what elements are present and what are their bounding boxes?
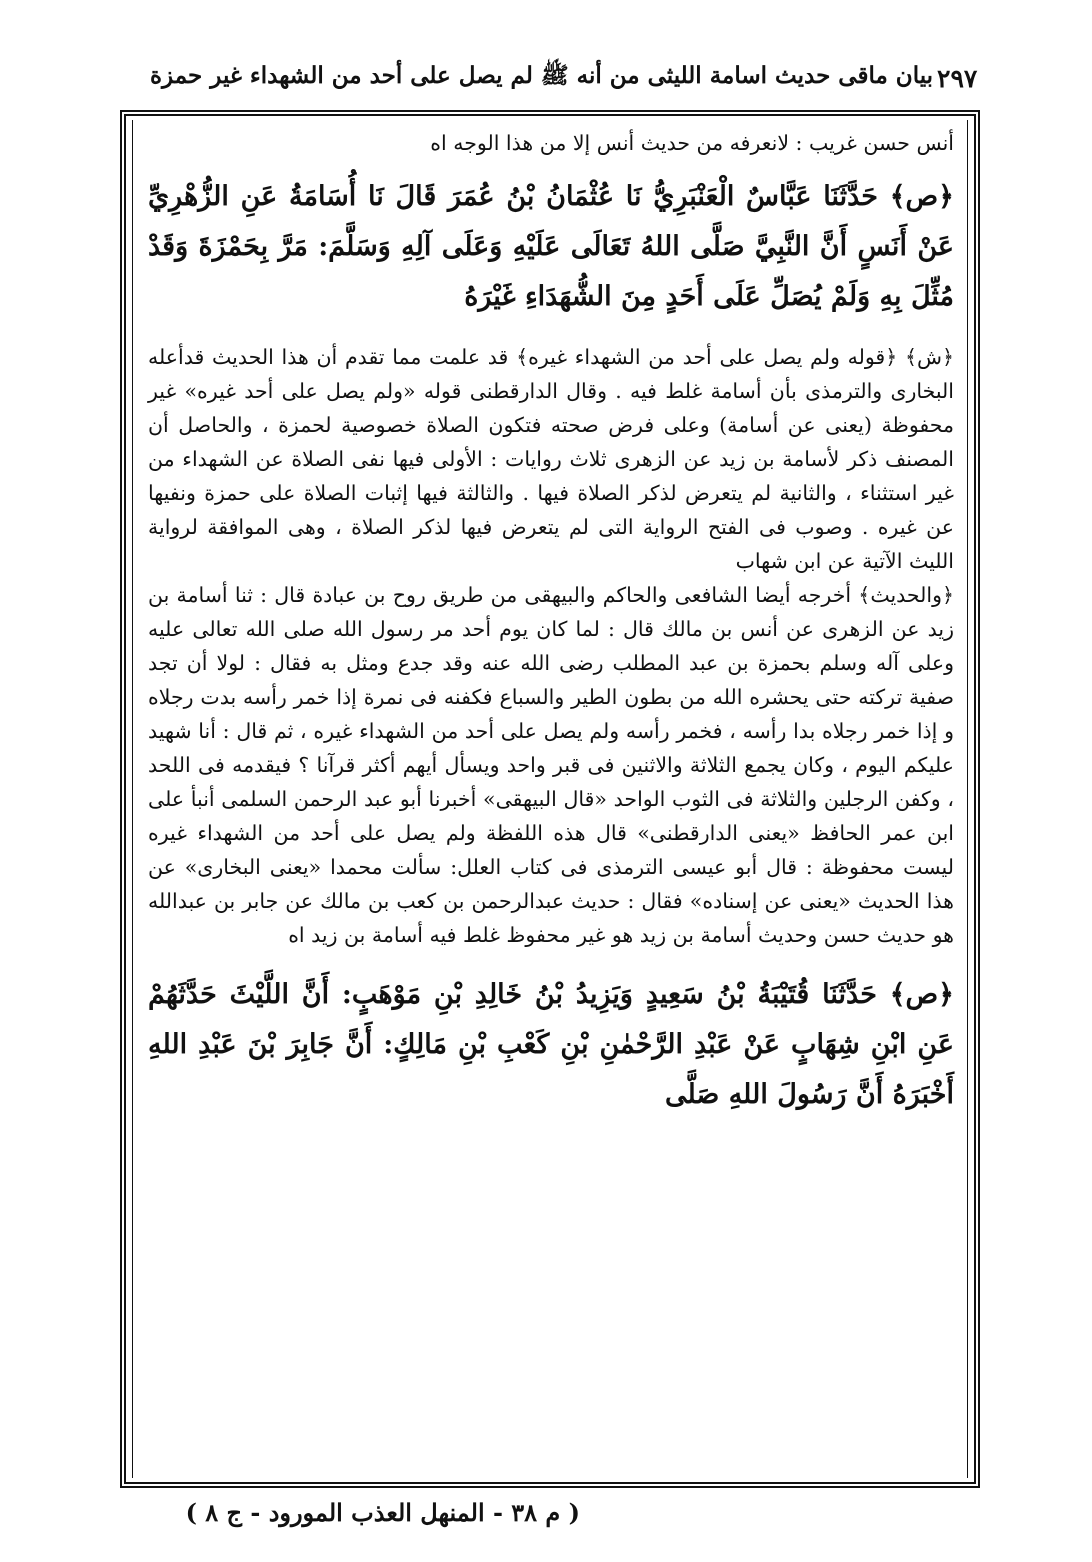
hadith-text: ﴿ص﴾ حَدَّثَنَا قُتَيْبَةُ بْنُ سَعِيدٍ وَيَزِيدُ بْنُ خَالِدِ بْنِ مَوْهَبٍ: أَنَّ اللَّيْثَ حَدَّثَهُمْ عَنِ ابْنِ شِهَابٍ عَنْ عَبْدِ الرَّحْمٰنِ بْنِ كَعْبِ بْنِ مَالِكٍ: أَنَّ جَابِرَ بْنَ عَبْدِ اللهِ أَخْبَرَهُ أَنَّ رَسُولَ اللهِ صَلَّى — [148, 979, 954, 1110]
page-number: ٢٩٧ — [937, 63, 978, 93]
signature-mark: ( م ٣٨ - المنهل العذب المورود - ج ٨ ) — [185, 1498, 580, 1527]
commentary-paragraph: أنس حسن غريب : لانعرفه من حديث أنس إلا من هذا الوجه اه — [430, 131, 954, 155]
body-text — [148, 126, 954, 1476]
running-title: بيان ماقى حديث اسامة الليثى من أنه ﷺ لم يصل على أحد من الشهداء غير حمزة — [150, 62, 934, 89]
commentary-paragraph: ﴿ش﴾ ﴿قوله ولم يصل على أحد من الشهداء غيره﴾ قد علمت مما تقدم أن هذا الحديث قدأعله البخارى والترمذى بأن أسامة غلط فيه . وقال الدارقطنى قوله «ولم يصل على أحد غيره» غير محفوظة (يعنى عن أسامة) وعلى فرض صحته فتكون الصلاة خصوصية لحمزة ، والحاصل أن المصنف ذكر لأسامة بن زيد عن الزهرى ثلاث روايات : الأولى فيها نفى الصلاة عن الشهداء من غير استثناء ، والثانية لم يتعرض لذكر الصلاة فيها . والثالثة فيها إثبات الصلاة على حمزة ونفيها عن غيره . وصوب فى الفتح الرواية التى لم يتعرض فيها لذكر الصلاة ، وهى الموافقة لرواية الليث الآتية عن ابن شهاب — [148, 345, 954, 573]
hadith-text: ﴿ص﴾ حَدَّثَنَا عَبَّاسٌ الْعَنْبَرِيُّ نَا عُثْمَانُ بْنُ عُمَرَ قَالَ نَا أُسَامَةُ عَنِ الزُّهْرِيِّ عَنْ أَنَسٍ أَنَّ النَّبِيَّ صَلَّى اللهُ تَعَالَى عَلَيْهِ وَعَلَى آلِهِ وَسَلَّمَ: مَرَّ بِحَمْزَةَ وَقَدْ مُثِّلَ بِهِ وَلَمْ يُصَلِّ عَلَى أَحَدٍ مِنَ الشُّهَدَاءِ غَيْرَهُ — [148, 181, 954, 312]
page-header — [150, 58, 978, 98]
commentary-paragraph: ﴿والحديث﴾ أخرجه أيضا الشافعى والحاكم والبيهقى من طريق روح بن عبادة قال : ثنا أسامة بن زيد عن الزهرى عن أنس بن مالك قال : لما كان يوم أحد مر رسول الله صلى الله تعالى عليه وعلى آله وسلم بحمزة بن عبد المطلب رضى الله عنه وقد جدع ومثل به فقال : لولا أن تجد صفية تركته حتى يحشره الله من بطون الطير والسباع فكفنه فى نمرة إذا خمر رأسه بدت رجلاه و إذا خمر رجلاه بدا رأسه ، فخمر رأسه ولم يصل على أحد من الشهداء غيره ، ثم قال : أنا شهيد عليكم اليوم ، وكان يجمع الثلاثة والاثنين فى قبر واحد ويسأل أيهم أكثر قرآنا ؟ فيقدمه فى اللحد ، وكفن الرجلين والثلاثة فى الثوب الواحد «قال البيهقى» أخبرنا أبو عبد الرحمن السلمى أنبأ على ابن عمر الحافظ «يعنى الدارقطنى» قال هذه اللفظة ولم يصل على أحد من الشهداء غيره ليست محفوظة : قال أبو عيسى الترمذى فى كتاب العلل: سألت محمدا «يعنى البخارى» عن هذا الحديث «يعنى عن إسناده» فقال : حديث عبدالرحمن بن كعب بن مالك عن جابر بن عبدالله هو حديث حسن وحديث أسامة بن زيد هو غير محفوظ غلط فيه أسامة بن زيد اه — [148, 583, 954, 947]
